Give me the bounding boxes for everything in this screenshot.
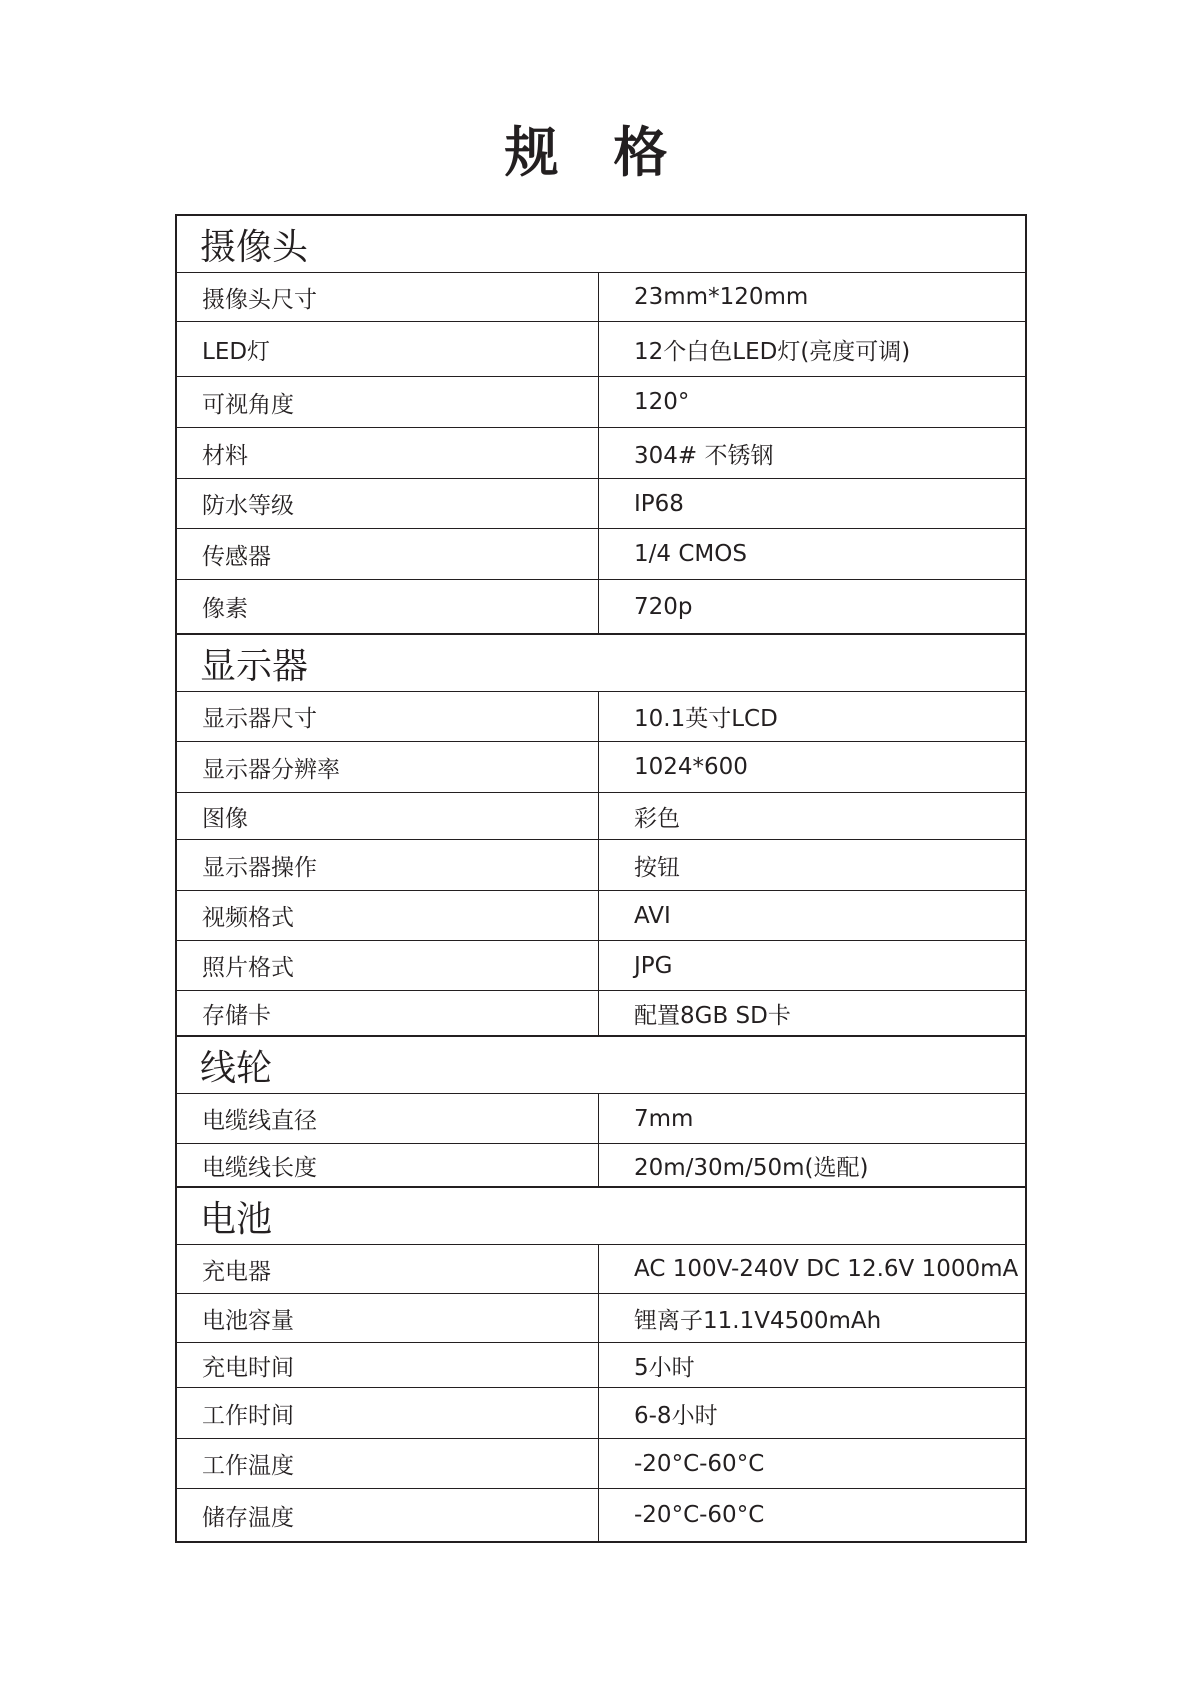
spec-value: 彩色: [634, 805, 680, 832]
table-row: [177, 1244, 1025, 1293]
spec-value: AC 100V-240V DC 12.6V 1000mA: [634, 1256, 1019, 1282]
section-header-battery: [177, 1186, 1025, 1244]
table-row: [177, 1143, 1025, 1186]
table-row: [177, 478, 1025, 528]
table-row: [177, 427, 1025, 478]
spec-name: 图像: [177, 793, 599, 839]
spec-name: 电缆线直径: [177, 1094, 599, 1143]
section-header-camera: [177, 216, 1025, 272]
spec-name: 显示器操作: [177, 840, 599, 890]
spec-value: 10.1英寸LCD: [634, 706, 778, 732]
spec-name: 摄像头尺寸: [177, 273, 599, 321]
table-row: [177, 272, 1025, 321]
spec-name: 充电器: [177, 1245, 599, 1293]
spec-name: 充电时间: [177, 1343, 599, 1387]
spec-value: 720p: [634, 593, 693, 620]
table-row: [177, 792, 1025, 839]
spec-name: 工作时间: [177, 1388, 599, 1438]
spec-value: 配置8GB SD卡: [634, 1002, 791, 1029]
table-row: [177, 691, 1025, 741]
table-row: [177, 839, 1025, 890]
spec-value: IP68: [634, 490, 684, 517]
spec-name: 材料: [177, 428, 599, 478]
table-row: [177, 890, 1025, 940]
table-row: [177, 1438, 1025, 1488]
table-row: [177, 1293, 1025, 1342]
spec-name: 可视角度: [177, 377, 599, 427]
page-title: 规 格: [504, 121, 686, 184]
spec-value: 304# 不锈钢: [634, 442, 774, 469]
spec-value: 20m/30m/50m(选配): [634, 1154, 869, 1181]
spec-name: 存储卡: [177, 991, 599, 1035]
table-row: [177, 1387, 1025, 1438]
table-row: [177, 940, 1025, 990]
spec-value: 1/4 CMOS: [634, 541, 747, 567]
spec-value: 23mm*120mm: [634, 284, 809, 310]
spec-name: 工作温度: [177, 1439, 599, 1488]
spec-value: 5小时: [634, 1354, 695, 1381]
spec-name: 传感器: [177, 529, 599, 579]
section-header-reel: [177, 1035, 1025, 1093]
spec-value: 12个白色LED灯(亮度可调): [634, 338, 911, 365]
spec-name: 视频格式: [177, 891, 599, 940]
table-row: [177, 1093, 1025, 1143]
table-row: [177, 990, 1025, 1035]
spec-name: 照片格式: [177, 941, 599, 990]
spec-name: 显示器尺寸: [177, 692, 599, 741]
section-heading: 显示器: [200, 645, 309, 687]
spec-value: 锂离子11.1V4500mAh: [634, 1307, 882, 1334]
section-heading: 摄像头: [200, 226, 309, 268]
spec-value: -20°C-60°C: [634, 1502, 765, 1528]
spec-value: JPG: [634, 952, 673, 979]
spec-value: 1024*600: [634, 754, 748, 780]
table-row: [177, 579, 1025, 633]
spec-value: 7mm: [634, 1105, 694, 1132]
spec-value: 按钮: [634, 854, 680, 881]
section-header-display: [177, 633, 1025, 691]
section-heading: 线轮: [200, 1047, 273, 1089]
spec-name: 防水等级: [177, 479, 599, 528]
spec-name: 电池容量: [177, 1294, 599, 1342]
spec-name: 显示器分辨率: [177, 742, 599, 792]
table-row: [177, 1342, 1025, 1387]
spec-name: 储存温度: [177, 1489, 599, 1541]
spec-table: [175, 214, 1027, 1543]
table-row: [177, 321, 1025, 376]
table-row: [177, 376, 1025, 427]
section-heading: 电池: [200, 1198, 273, 1240]
spec-value: 120°: [634, 389, 690, 415]
table-row: [177, 528, 1025, 579]
spec-name: 电缆线长度: [177, 1144, 599, 1186]
spec-value: 6-8小时: [634, 1402, 718, 1429]
table-row: [177, 1488, 1025, 1541]
spec-name: LED灯: [177, 322, 599, 376]
table-row: [177, 741, 1025, 792]
spec-name: 像素: [177, 580, 599, 633]
spec-value: -20°C-60°C: [634, 1450, 765, 1477]
spec-value: AVI: [634, 902, 671, 929]
